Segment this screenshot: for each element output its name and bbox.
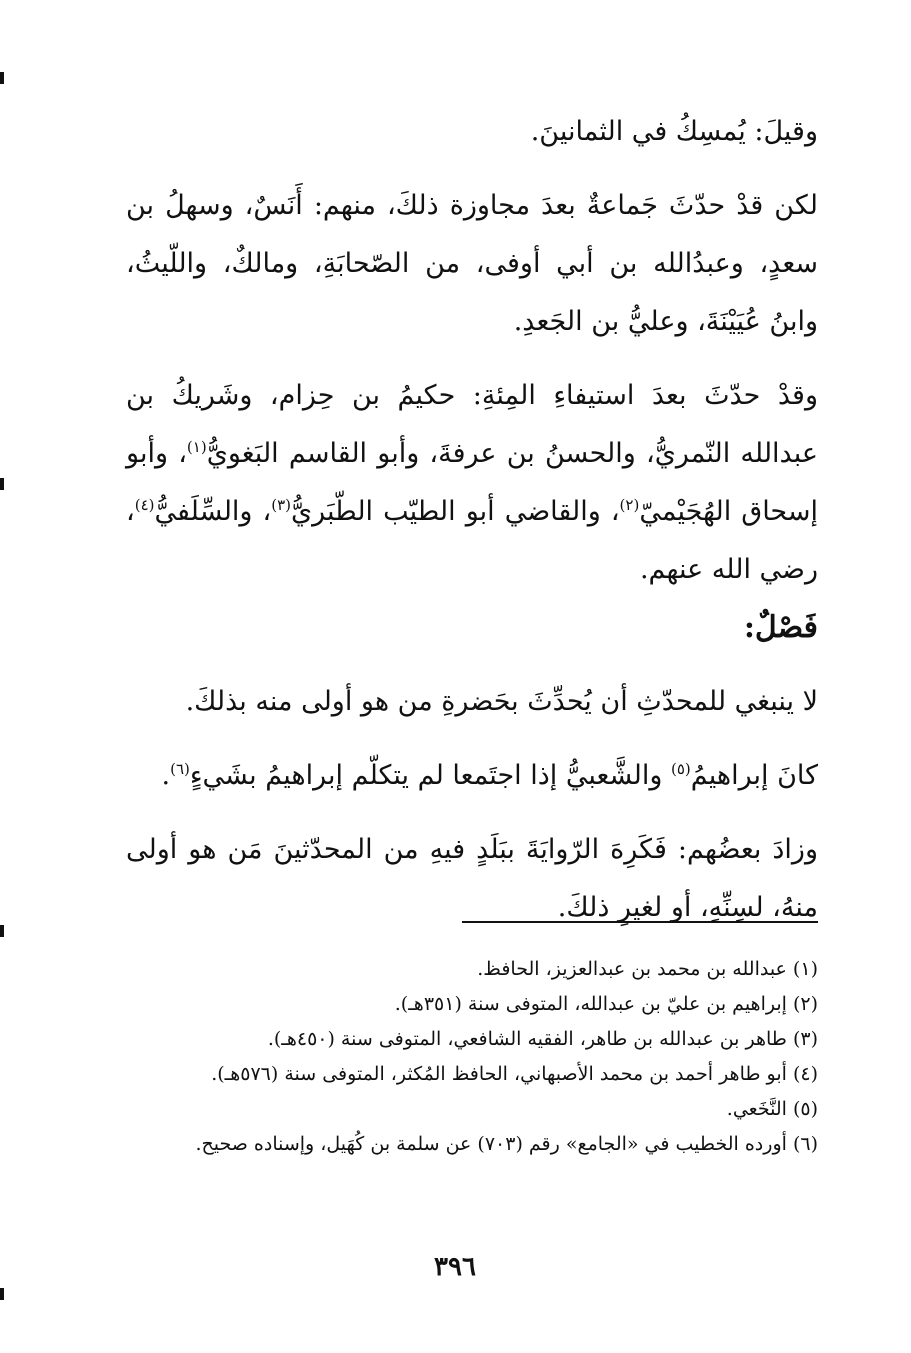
footnote-item: (١) عبدالله بن محمد بن عبدالعزيز، الحافظ.	[477, 958, 818, 980]
paragraph: وقيلَ: يُمسِكُ في الثمانينَ.	[530, 116, 818, 147]
scan-edge-mark	[0, 72, 4, 84]
paragraph-text: ، والقاضي أبو الطيّب الطّبَريُّ	[291, 496, 620, 527]
footnote-ref: (٢)	[619, 496, 640, 514]
footnote-item: (٤) أبو طاهر أحمد بن محمد الأصبهاني، الحافظ المُكثر، المتوفى سنة (٥٧٦هـ).	[211, 1063, 818, 1085]
paragraph-text: .	[161, 760, 171, 791]
paragraph: لكن قدْ حدّثَ جَماعةٌ بعدَ مجاوزة ذلكَ، منهم: أَنَسٌ، وسهلُ بن سعدٍ، وعبدُالله بن أبي أوفى، من الصّحابَةِ، ومالكٌ، واللّيثُ، وابنُ عُيَيْنَةَ، وعليُّ بن الجَعدِ.	[126, 190, 818, 337]
footnote-ref: (٤)	[134, 496, 155, 514]
scan-edge-mark	[0, 925, 4, 937]
main-text	[126, 103, 818, 937]
paragraph-text: ، رضي الله عنهم.	[126, 496, 818, 585]
footnote-item: (٥) النَّخَعي.	[726, 1098, 818, 1120]
scan-edge-mark	[0, 1288, 4, 1300]
paragraph-text: كانَ إبراهيمُ	[690, 760, 818, 791]
scan-edge-mark	[0, 478, 4, 490]
footnote-item: (٦) أورده الخطيب في «الجامع» رقم (٧٠٣) عن سلمة بن كُهَيل، وإسناده صحيح.	[195, 1133, 818, 1155]
paragraph	[126, 367, 818, 599]
footnote-ref: (٥)	[670, 760, 691, 778]
paragraph-text: ، وأبو إسحاق الهُجَيْميّ	[126, 438, 818, 527]
footnote-ref: (٦)	[170, 760, 190, 778]
section-heading: فَصْلٌ:	[743, 610, 818, 645]
paragraph-text: وقدْ حدّثَ بعدَ استيفاءِ المِئةِ: حكيمُ بن حِزام، وشَريكُ بن عبدالله النّمريُّ، والحسنُ بن عرفةَ، وأبو القاسم البَغويُّ	[126, 380, 818, 469]
paragraph: وزادَ بعضُهم: فَكَرِهَ الرّوايَةَ ببَلَدٍ فيهِ من المحدّثينَ مَن هو أولى منهُ، لسِنِّهِ، أو لغيرِ ذلكَ.	[126, 834, 818, 923]
footnote-ref: (٣)	[271, 496, 291, 514]
paragraph-text: والشَّعبيُّ إذا اجتَمعا لم يتكلّم إبراهيمُ بشَيءٍ	[189, 760, 671, 791]
paragraph: لا ينبغي للمحدّثِ أن يُحدِّثَ بحَضرةِ من هو أولى منه بذلكَ.	[185, 686, 818, 717]
footnote-item: (٢) إبراهيم بن عليّ بن عبدالله، المتوفى سنة (٣٥١هـ).	[394, 993, 818, 1015]
page-number: ٣٩٦	[434, 1252, 476, 1282]
footnote-ref: (١)	[186, 438, 207, 456]
paragraph-text: ، والسِّلَفيُّ	[154, 496, 272, 527]
footnotes	[126, 952, 818, 1162]
paragraph	[126, 747, 818, 805]
footnote-divider	[462, 921, 818, 923]
footnote-item: (٣) طاهر بن عبدالله بن طاهر، الفقيه الشافعي، المتوفى سنة (٤٥٠هـ).	[267, 1028, 818, 1050]
